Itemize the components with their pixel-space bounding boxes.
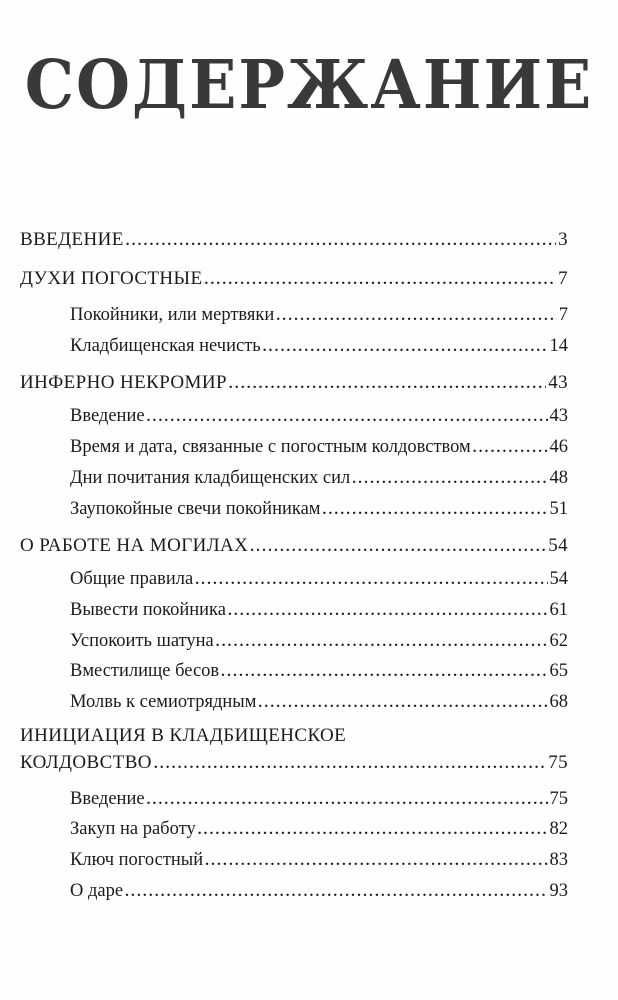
toc-entry-page: 75 bbox=[548, 752, 568, 773]
toc-subentry[interactable] bbox=[70, 498, 568, 521]
dot-leader bbox=[221, 661, 547, 683]
toc-entry[interactable] bbox=[20, 372, 568, 395]
toc-entry-label: Вывести покойника bbox=[70, 600, 226, 620]
toc-entry-label: ВВЕДЕНИЕ bbox=[20, 229, 124, 250]
dot-leader bbox=[228, 600, 548, 622]
toc-entry-page: 54 bbox=[548, 535, 568, 556]
toc-subentry[interactable] bbox=[70, 818, 568, 841]
toc-entry-page: 43 bbox=[549, 406, 568, 426]
toc-subentry[interactable] bbox=[70, 335, 568, 358]
toc-subentry[interactable] bbox=[70, 849, 568, 872]
toc-entry-page: 75 bbox=[549, 789, 568, 809]
toc-entry-label: Вместилище бесов bbox=[70, 661, 220, 681]
toc-entry-label: Ключ погостный bbox=[70, 850, 204, 870]
toc-entry-label: Успокоить шатуна bbox=[70, 631, 214, 651]
toc-entry-page: 93 bbox=[549, 881, 568, 901]
toc-entry-label: О даре bbox=[70, 881, 124, 901]
toc-entry-label: Время и дата, связанные с погостным колдовством bbox=[70, 437, 471, 457]
dot-leader bbox=[323, 499, 548, 521]
toc-subentry[interactable] bbox=[70, 630, 568, 653]
toc-entry-page: 43 bbox=[548, 372, 568, 393]
dot-leader bbox=[126, 230, 556, 252]
dot-leader bbox=[205, 850, 547, 872]
toc-entry-label: Кладбищенская нечисть bbox=[70, 336, 261, 356]
dot-leader bbox=[229, 373, 546, 395]
toc-entry-page: 7 bbox=[558, 305, 568, 325]
toc-subentry[interactable] bbox=[70, 304, 568, 327]
dot-leader bbox=[473, 437, 548, 459]
toc-entry-page: 48 bbox=[549, 468, 568, 488]
toc-entry-label: Общие правила bbox=[70, 569, 194, 589]
toc-subentry[interactable] bbox=[70, 599, 568, 622]
toc-entry-label: ИНФЕРНО НЕКРОМИР bbox=[20, 372, 227, 393]
toc-subentry[interactable] bbox=[70, 880, 568, 903]
dot-leader bbox=[216, 631, 548, 653]
toc-subentry[interactable] bbox=[70, 467, 568, 490]
dot-leader bbox=[250, 536, 546, 558]
toc-entry[interactable] bbox=[20, 268, 568, 291]
dot-leader bbox=[154, 753, 546, 775]
dot-leader bbox=[125, 881, 547, 903]
toc-entry-page: 83 bbox=[549, 850, 568, 870]
toc-subentry[interactable] bbox=[70, 660, 568, 683]
toc-entry-page: 3 bbox=[558, 229, 568, 250]
toc-entry-page: 61 bbox=[549, 600, 568, 620]
toc-entry-page: 51 bbox=[549, 499, 568, 519]
toc-subentry[interactable] bbox=[70, 691, 568, 714]
toc-entry-label: Заупокойные свечи покойникам bbox=[70, 499, 321, 519]
toc-entry-page: 62 bbox=[549, 631, 568, 651]
toc-subentry[interactable] bbox=[70, 405, 568, 428]
dot-leader bbox=[276, 305, 556, 327]
toc-entry-label: Закуп на работу bbox=[70, 819, 196, 839]
dot-leader bbox=[147, 789, 548, 811]
toc-subentry[interactable] bbox=[70, 568, 568, 591]
toc-entry-page: 82 bbox=[549, 819, 568, 839]
dot-leader bbox=[147, 406, 548, 428]
contents-title: СОДЕРЖАНИЕ bbox=[24, 45, 594, 125]
toc-subentry[interactable] bbox=[70, 436, 568, 459]
toc-subentry[interactable] bbox=[70, 788, 568, 811]
toc-entry-label: Молвь к семиотрядным bbox=[70, 692, 257, 712]
dot-leader bbox=[352, 468, 547, 490]
toc-entry-page: 7 bbox=[558, 268, 568, 289]
dot-leader bbox=[258, 692, 547, 714]
toc-entry-label: Введение bbox=[70, 406, 145, 426]
dot-leader bbox=[198, 819, 548, 841]
toc-entry-page: 65 bbox=[549, 661, 568, 681]
toc-entry[interactable] bbox=[20, 752, 568, 775]
toc-entry-label-line1[interactable]: ИНИЦИАЦИЯ В КЛАДБИЩЕНСКОЕ bbox=[20, 725, 347, 746]
dot-leader bbox=[263, 336, 548, 358]
toc-entry-page: 14 bbox=[549, 336, 568, 356]
toc-entry-label: Покойники, или мертвяки bbox=[70, 305, 275, 325]
toc-entry-page: 46 bbox=[549, 437, 568, 457]
dot-leader bbox=[195, 569, 547, 591]
toc-entry[interactable] bbox=[20, 229, 568, 252]
toc-entry-page: 54 bbox=[549, 569, 568, 589]
toc-entry-label: ДУХИ ПОГОСТНЫЕ bbox=[20, 268, 203, 289]
toc-entry-page: 68 bbox=[549, 692, 568, 712]
toc-entry-label: Дни почитания кладбищенских сил bbox=[70, 468, 351, 488]
toc-entry-label: КОЛДОВСТВО bbox=[20, 752, 152, 773]
toc-entry-label: Введение bbox=[70, 789, 145, 809]
toc-entry[interactable] bbox=[20, 535, 568, 558]
dot-leader bbox=[205, 269, 557, 291]
toc-entry-label: О РАБОТЕ НА МОГИЛАХ bbox=[20, 535, 249, 556]
